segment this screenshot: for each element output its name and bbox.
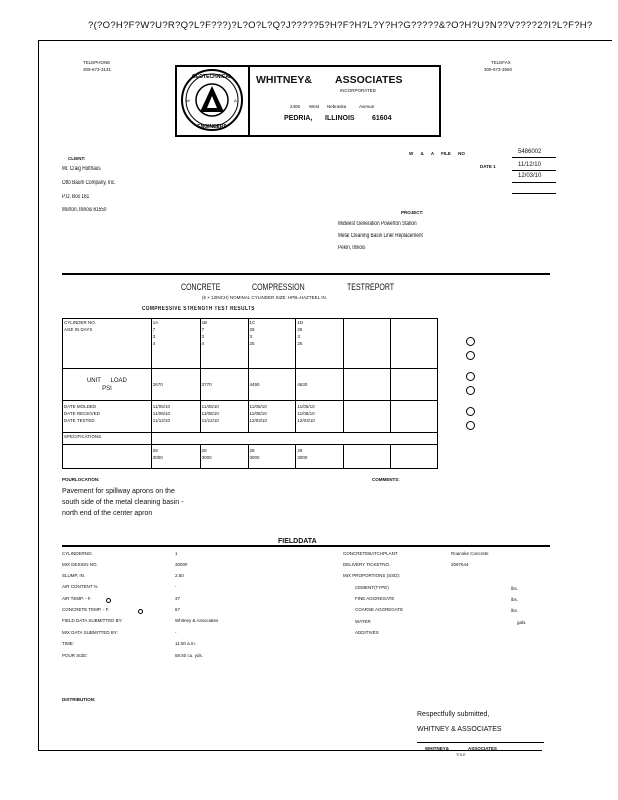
cyl-id: 1C xyxy=(249,320,256,325)
address-zip: 61604 xyxy=(372,115,392,122)
company-seal-logo xyxy=(180,68,244,132)
date-molded-label: DATE MOLDED xyxy=(64,404,97,409)
pour-location-line-2: south side of the metal cleaning basin - xyxy=(62,499,184,506)
table-row xyxy=(63,369,438,401)
date-molded: 11/05/10 xyxy=(297,404,315,409)
psi-value: 4630 xyxy=(296,369,344,401)
signature-whitney: WHITNEY& xyxy=(425,746,449,751)
report-title-compression: COMPRESSION xyxy=(252,282,305,292)
table-cell xyxy=(151,401,200,433)
respectfully-submitted: Respectfully submitted, xyxy=(417,711,490,718)
field-label: SLUMP, IN. xyxy=(62,573,86,578)
svg-text:ENGINEERS: ENGINEERS xyxy=(197,124,227,130)
project-line-1: Midwest Generation Powerton Station xyxy=(338,221,417,227)
table-cell xyxy=(151,433,437,445)
field-label: CONCRETEBATCHPLANT xyxy=(343,551,398,556)
table-cell xyxy=(344,319,391,369)
cyl-age: 3 xyxy=(297,334,300,339)
header-garbled-text: ?(?O?H?F?W?U?R?Q?L?F???)?L?O?L?Q?J?????5?H?F?H?L?Y?H?G?????&?O?H?U?N??V????2?I?L?F?H? xyxy=(88,20,593,31)
table-cell xyxy=(248,319,296,369)
date-2-underline xyxy=(512,182,556,183)
field-label: MIX PROPORTIONS (SSD): xyxy=(343,573,401,578)
date-tested: 12/03/10 xyxy=(249,418,268,423)
date-molded: 11/05/10 xyxy=(152,404,170,409)
cyl-id: 1D xyxy=(297,320,304,325)
date-received: 11/08/10 xyxy=(297,411,315,416)
row-label-cell xyxy=(63,319,152,369)
spec-days: 28 xyxy=(249,448,255,453)
field-label: TIME: xyxy=(62,641,74,646)
telefax-label: TELEFAX xyxy=(491,60,511,65)
company-name-associates: ASSOCIATES xyxy=(335,74,403,86)
table-cell xyxy=(344,401,391,433)
table-row xyxy=(63,319,438,369)
svg-text:W: W xyxy=(186,98,190,103)
field-label: WATER xyxy=(355,619,371,624)
small-circle-marker xyxy=(138,609,143,614)
cyl-age: 28 xyxy=(249,327,255,332)
telephone-number: 309-673-3131 xyxy=(83,67,112,72)
table-cell xyxy=(296,319,344,369)
client-label: CLIENT: xyxy=(68,156,86,161)
frame-top-line xyxy=(38,40,612,41)
unit-label: lbs. xyxy=(511,608,519,613)
row-label-age: AGE IN DAYS xyxy=(64,327,93,332)
cyl-id: 1B xyxy=(201,320,208,325)
date-received: 11/08/10 xyxy=(201,411,219,416)
date-3-underline xyxy=(512,193,556,194)
table-cell xyxy=(200,445,248,469)
field-label: FINE AGGREGATE xyxy=(355,596,395,601)
cyl-age: 3 xyxy=(152,334,156,339)
date-label: DATE 1 xyxy=(480,164,496,169)
field-label: MIX DATA SUBMITTED BY: xyxy=(62,630,118,635)
small-circle-marker xyxy=(106,598,111,603)
field-value: - xyxy=(175,584,177,589)
frame-left-line xyxy=(38,40,39,750)
signature-title: TITLE xyxy=(456,753,466,757)
cyl-age: 7 xyxy=(201,327,205,332)
svg-text:A: A xyxy=(234,98,237,103)
project-line-2: Metal Cleaning Basin Liner Replacement xyxy=(338,233,423,239)
field-label: CONCRETE TEMP. - F. xyxy=(62,607,110,612)
field-label: AIR TEMP. - F. xyxy=(62,596,92,601)
unit-label: gals. xyxy=(517,620,527,625)
file-number-underline xyxy=(512,157,556,158)
field-value: 2.50 xyxy=(175,573,184,578)
field-label: CEMENT(TYPE) xyxy=(355,585,389,590)
table-cell xyxy=(248,445,296,469)
comments-label: COMMENTS: xyxy=(372,477,400,482)
date-molded: 11/05/10 xyxy=(201,404,219,409)
spec-days: 28 xyxy=(297,448,303,453)
spec-psi: 3000 xyxy=(152,455,163,460)
table-cell xyxy=(344,445,391,469)
checkbox-circle xyxy=(466,351,475,360)
field-value: 1 xyxy=(175,551,178,556)
table-cell xyxy=(296,445,344,469)
date-labels-cell xyxy=(63,401,152,433)
report-title-concrete: CONCRETE xyxy=(181,282,221,292)
field-value: 67 xyxy=(175,607,181,612)
unit-load-label: UNIT LOAD xyxy=(86,377,127,384)
results-table xyxy=(62,318,438,469)
firm-name: WHITNEY & ASSOCIATES xyxy=(417,726,502,733)
table-cell xyxy=(391,445,438,469)
psi-value: 4490 xyxy=(248,369,296,401)
report-title-testreport: TESTREPORT xyxy=(347,282,395,292)
field-value: - xyxy=(175,630,177,635)
address-avenue: Avenue xyxy=(359,104,375,109)
table-cell xyxy=(391,369,438,401)
field-label: ADDITIVES xyxy=(355,630,379,635)
project-line-3: Pekin, Illinois xyxy=(338,245,366,251)
table-cell xyxy=(391,401,438,433)
unit-label: lbs. xyxy=(511,597,519,602)
report-subtitle: (6 × 12INCH) NOMINAL CYLINDER SIZE: HPB=HAZTEEL IN. xyxy=(202,295,327,300)
field-value: 58.50 cu. yds. xyxy=(175,653,204,658)
cyl-age: 28 xyxy=(297,327,303,332)
table-cell xyxy=(248,401,296,433)
telephone-label: TELEPHONE xyxy=(83,60,111,65)
date-molded: 11/05/10 xyxy=(249,404,267,409)
table-cell xyxy=(63,445,152,469)
date-tested: 12/03/10 xyxy=(297,418,315,423)
date-tested: 11/12/10 xyxy=(201,418,219,423)
field-value: 37 xyxy=(175,596,181,601)
table-cell xyxy=(200,401,248,433)
pour-location-label: POURLOCATION: xyxy=(62,477,100,482)
signature-associates: ASSOCIATES xyxy=(468,746,497,751)
compressive-strength-heading: COMPRESSIVE STRENGTH TEST RESULTS xyxy=(142,306,255,312)
signature-line xyxy=(417,742,544,743)
frame-bottom-line xyxy=(38,750,542,751)
date-received: 11/08/10 xyxy=(152,411,170,416)
cyl-id: 1A xyxy=(152,320,159,325)
spec-days: 28 xyxy=(152,448,158,453)
psi-value: 2670 xyxy=(151,369,200,401)
project-label: PROJECT: xyxy=(401,210,424,215)
cyl-age: 3 xyxy=(249,334,253,339)
unit-load-label-cell xyxy=(63,369,152,401)
date-value-1: 11/12/10 xyxy=(518,162,541,168)
cyl-age: 25 xyxy=(297,341,303,346)
checkbox-circle xyxy=(466,421,475,430)
company-name-whitney: WHITNEY& xyxy=(256,74,312,86)
table-row xyxy=(63,401,438,433)
psi-value: 3770 xyxy=(200,369,248,401)
psi-label: PSI xyxy=(102,385,112,392)
field-data-title: FIELDDATA xyxy=(278,538,317,545)
address-number: 2406 xyxy=(290,104,301,109)
pour-location-line-1: Pavement for spillway aprons on the xyxy=(62,488,175,495)
field-label: POUR SIZE: xyxy=(62,653,88,658)
cyl-age: 25 xyxy=(249,341,255,346)
spec-psi: 3000 xyxy=(249,455,260,460)
field-label: MIX DESIGN NO. xyxy=(62,562,98,567)
row-label-cylinder-no: CYLINDER NO. xyxy=(64,320,97,325)
cyl-age: 4 xyxy=(152,341,156,346)
date-received-label: DATE RECEIVED xyxy=(64,411,100,416)
distribution-label: DISTRIBUTION: xyxy=(62,697,96,702)
spec-psi: 3000 xyxy=(297,455,308,460)
table-row xyxy=(63,433,438,445)
date-1-underline xyxy=(512,170,556,171)
field-label: COARSE AGGREGATE xyxy=(355,607,404,612)
pour-location-line-3: north end of the center apron xyxy=(62,510,153,517)
field-label: FIELD DATA SUBMITTED BY: xyxy=(62,618,123,623)
table-cell xyxy=(151,319,200,369)
field-value: 11:00 a.m. xyxy=(175,641,196,646)
svg-text:GEOTECHNICAL: GEOTECHNICAL xyxy=(192,74,232,80)
table-row xyxy=(63,445,438,469)
checkbox-circle xyxy=(466,337,475,346)
date-tested-label: DATE TESTED xyxy=(64,418,95,423)
unit-label: lbs. xyxy=(511,586,519,591)
field-value: 3000# xyxy=(175,562,188,567)
cyl-age: 4 xyxy=(201,341,205,346)
address-west: West xyxy=(309,104,320,109)
address-state: ILLINOIS xyxy=(325,115,355,122)
cyl-age: 7 xyxy=(152,327,156,332)
letterhead-divider xyxy=(248,65,250,137)
section-divider-field xyxy=(62,545,550,547)
client-city: Morton, Illinois 61550 xyxy=(62,207,107,213)
field-label: CYLINDERNO. xyxy=(62,551,93,556)
delivery-ticket-value: 2097644 xyxy=(451,562,469,567)
address-street: Nebraska xyxy=(327,104,347,109)
field-label: DELIVERY TICKETNO. xyxy=(343,562,391,567)
section-divider-top xyxy=(62,273,550,275)
company-incorporated: INCORPORATED xyxy=(340,88,376,93)
date-tested: 11/12/10 xyxy=(152,418,170,423)
spec-label: SPECIFICATIONS xyxy=(63,433,152,445)
field-label: AIR CONTENT % xyxy=(62,584,98,589)
table-cell xyxy=(296,401,344,433)
batch-plant-value: Roanoke Concrete xyxy=(451,551,489,556)
table-cell xyxy=(200,319,248,369)
date-received: 11/08/10 xyxy=(249,411,267,416)
table-cell xyxy=(344,369,391,401)
file-number-value: 5486002 xyxy=(518,149,542,155)
client-name: Mr. Craig Holthaus xyxy=(62,166,101,172)
table-cell xyxy=(391,319,438,369)
spec-psi: 3000 xyxy=(201,455,212,460)
checkbox-circle xyxy=(466,386,475,395)
spec-days: 28 xyxy=(201,448,207,453)
checkbox-circle xyxy=(466,372,475,381)
cyl-age: 3 xyxy=(201,334,205,339)
address-city: PEDRIA, xyxy=(284,115,313,122)
table-cell xyxy=(151,445,200,469)
checkbox-circle xyxy=(466,407,475,416)
client-company: Otto Baum Company, Inc. xyxy=(62,180,116,186)
date-value-2: 12/03/10 xyxy=(518,173,542,179)
client-po-box: P.O. Box 161 xyxy=(62,194,90,200)
telefax-number: 309-673-3550 xyxy=(484,67,513,72)
field-value: Whitney & Associates xyxy=(175,618,219,623)
file-number-label: W & A FILE NO xyxy=(409,151,465,156)
